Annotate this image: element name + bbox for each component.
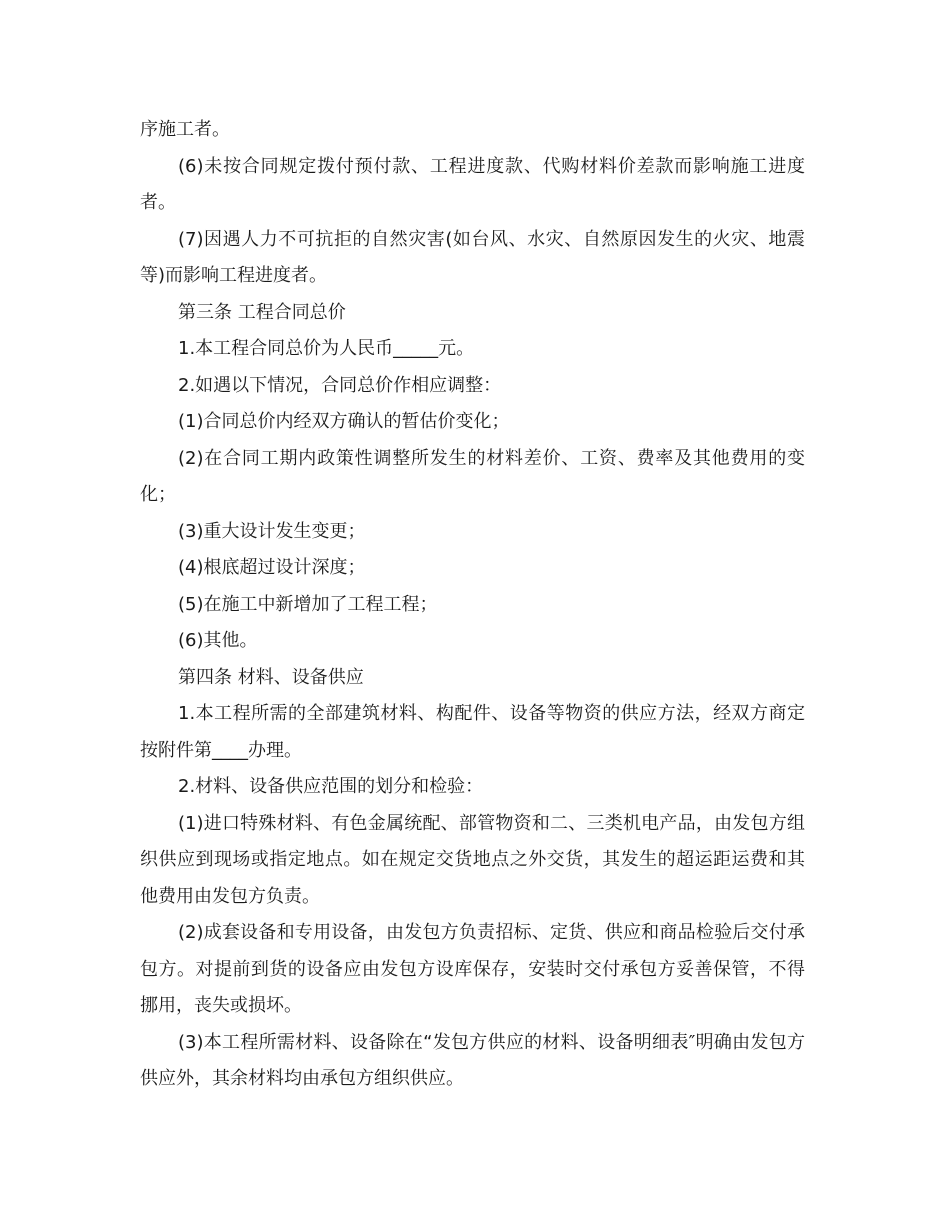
paragraph-subitem-4: (4)根底超过设计深度； xyxy=(178,557,366,578)
paragraph-item-7: (7)因遇人力不可抗拒的自然灾害(如台风、水灾、自然原因发生的火灾、地震等)而影响工程进度者。 xyxy=(140,228,805,286)
paragraph-clause-2: 2.如遇以下情况，合同总价作相应调整： xyxy=(178,374,502,396)
paragraph-subitem-2: (2)在合同工期内政策性调整所发生的材料差价、工资、费率及其他费用的变化； xyxy=(140,447,805,505)
section-heading-article-4: 第四条 材料、设备供应 xyxy=(178,666,364,688)
paragraph-clause-1: 1.本工程合同总价为人民币_____元。 xyxy=(178,338,475,359)
paragraph-subitem-6: (6)其他。 xyxy=(178,630,258,651)
paragraph-subitem-1: (1)合同总价内经双方确认的暂估价变化； xyxy=(178,411,510,432)
paragraph-continuation: 序施工者。 xyxy=(140,119,230,140)
paragraph-subitem-1: (1)进口特殊材料、有色金属统配、部管物资和二、三类机电产品，由发包方组织供应到现场或指定地点。如在规定交货地点之外交货，其发生的超运距运费和其他费用由发包方负责。 xyxy=(140,812,805,907)
paragraph-item-6: (6)未按合同规定拨付预付款、工程进度款、代购材料价差款而影响施工进度者。 xyxy=(140,155,805,213)
section-heading-article-3: 第三条 工程合同总价 xyxy=(178,301,346,323)
paragraph-clause-1: 1.本工程所需的全部建筑材料、构配件、设备等物资的供应方法，经双方商定按附件第____办理。 xyxy=(140,703,805,761)
paragraph-subitem-5: (5)在施工中新增加了工程工程； xyxy=(178,593,438,615)
paragraph-subitem-3: (3)本工程所需材料、设备除在“发包方供应的材料、设备明细表″明确由发包方供应外，其余材料均由承包方组织供应。 xyxy=(140,1031,805,1089)
paragraph-subitem-2: (2)成套设备和专用设备，由发包方负责招标、定货、供应和商品检验后交付承包方。对提前到货的设备应由发包方设库保存，安装时交付承包方妥善保管，不得挪用，丧失或损坏。 xyxy=(140,922,805,1016)
paragraph-clause-2: 2.材料、设备供应范围的划分和检验： xyxy=(178,776,484,797)
document-body xyxy=(140,112,805,1098)
paragraph-subitem-3: (3)重大设计发生变更； xyxy=(178,520,366,542)
